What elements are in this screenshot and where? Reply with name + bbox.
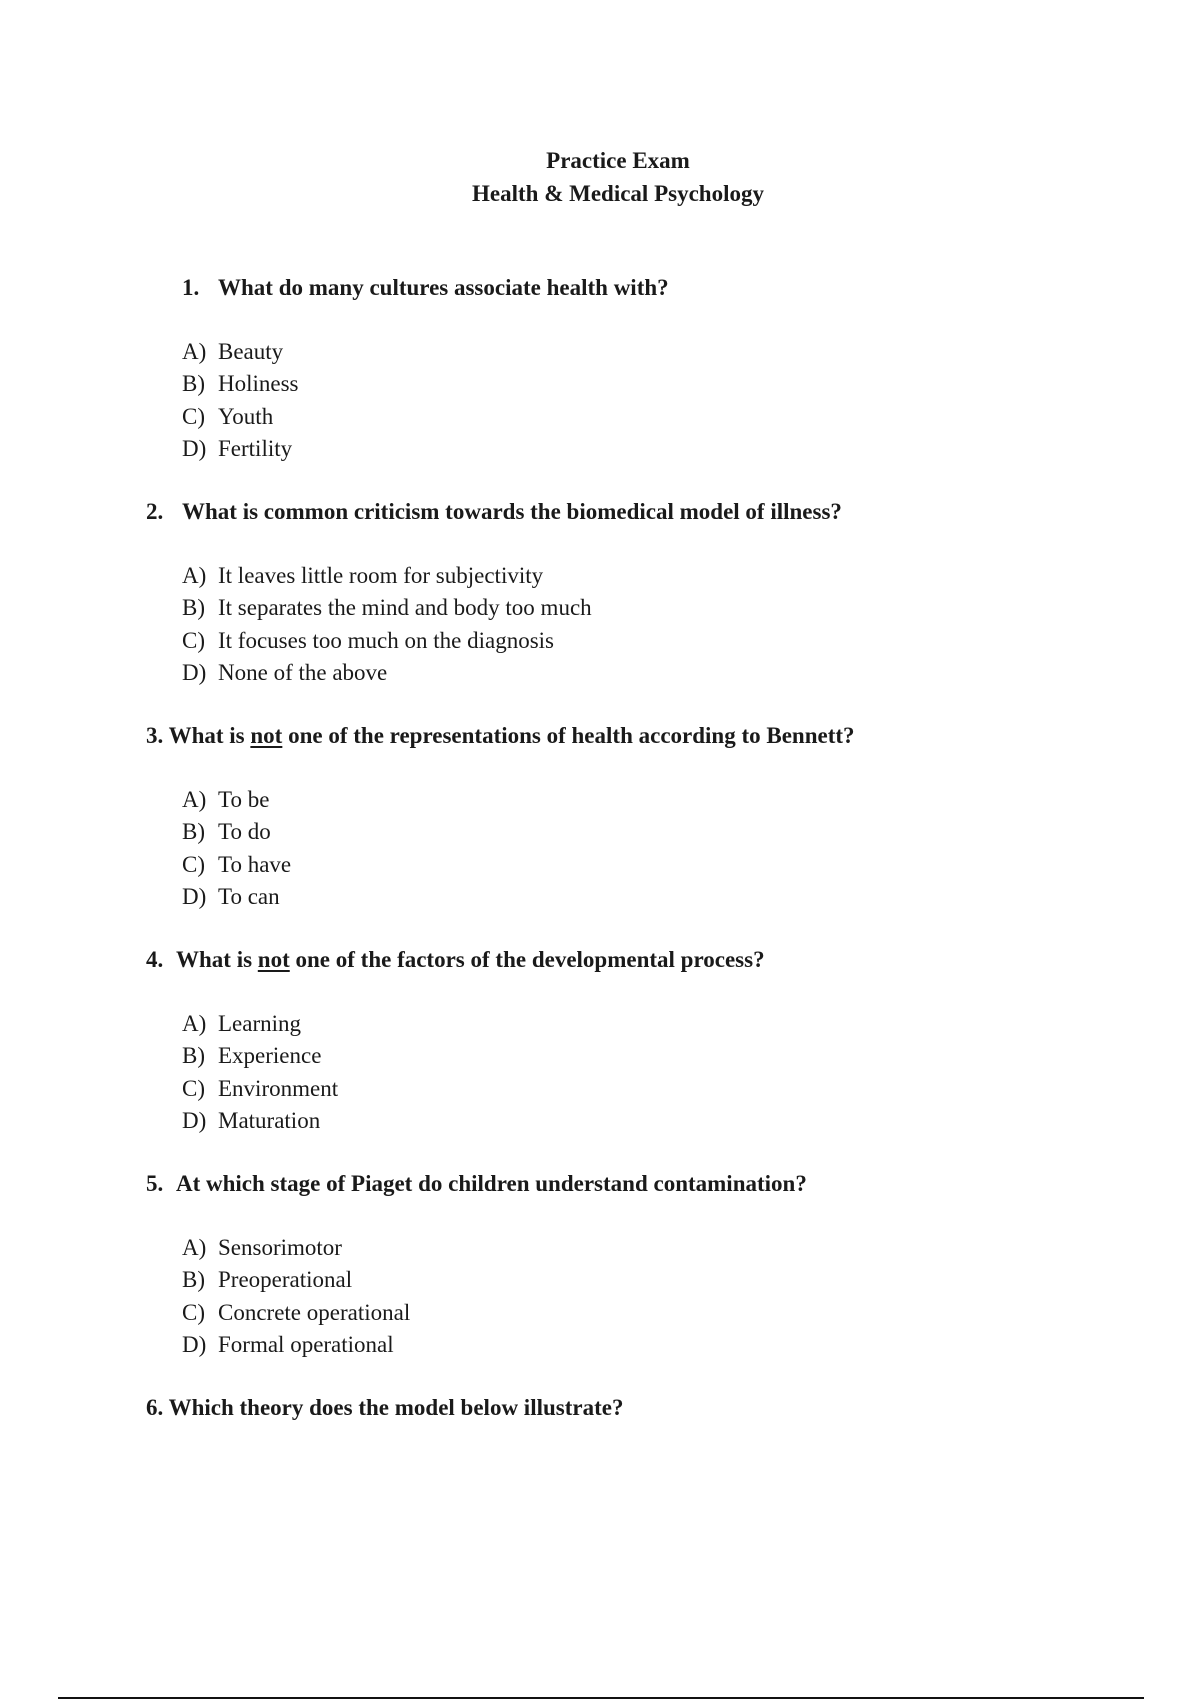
option-letter: B) [182, 1043, 205, 1069]
option-letter: C) [182, 1075, 205, 1101]
option-letter: D) [182, 1331, 207, 1357]
footer-divider [58, 1697, 1144, 1699]
option-letter: B) [182, 595, 205, 621]
option-letter: C) [182, 403, 205, 429]
option-text: To can [218, 883, 280, 909]
option-letter: D) [182, 659, 207, 685]
question-4-title [146, 945, 765, 975]
question-5-options [182, 1232, 410, 1361]
question-2-options [182, 560, 592, 689]
option-text: It focuses too much on the diagnosis [218, 627, 555, 653]
option-letter: C) [182, 1299, 205, 1325]
page-title: Practice Exam [546, 148, 690, 173]
page-subtitle: Health & Medical Psychology [472, 181, 764, 206]
question-number: 6. [146, 1395, 164, 1420]
option-d[interactable] [182, 881, 291, 913]
option-letter: B) [182, 819, 205, 845]
option-letter: D) [182, 1107, 207, 1133]
question-4-options [182, 1008, 338, 1137]
option-text: Sensorimotor [218, 1235, 342, 1260]
option-d[interactable] [182, 1329, 410, 1361]
option-b[interactable] [182, 1040, 338, 1072]
option-b[interactable] [182, 368, 299, 400]
option-letter: A) [182, 1011, 207, 1036]
question-6-title [146, 1393, 623, 1423]
question-5-title [146, 1169, 807, 1199]
option-b[interactable] [182, 592, 592, 624]
option-text: Experience [218, 1043, 322, 1069]
option-d[interactable] [182, 433, 299, 465]
question-number: 5. [146, 1171, 164, 1196]
option-a[interactable] [182, 336, 299, 368]
option-text: To be [218, 787, 270, 812]
option-text: Fertility [218, 435, 293, 461]
question-3-options [182, 784, 291, 913]
option-text: Environment [218, 1075, 339, 1101]
question-2-title [146, 497, 842, 527]
option-text: Formal operational [218, 1331, 394, 1357]
option-a[interactable] [182, 784, 291, 816]
option-c[interactable] [182, 1073, 338, 1105]
question-text-start: What is [176, 947, 253, 972]
option-a[interactable] [182, 560, 592, 592]
question-1-options [182, 336, 299, 465]
question-number: 1. [182, 275, 200, 300]
question-3-title [146, 721, 855, 751]
option-text: Concrete operational [218, 1299, 411, 1325]
option-text: It separates the mind and body too much [218, 595, 592, 621]
option-c[interactable] [182, 1297, 410, 1329]
option-text: Youth [218, 403, 274, 429]
option-letter: A) [182, 1235, 207, 1260]
option-d[interactable] [182, 1105, 338, 1137]
question-number: 2. [146, 499, 164, 524]
question-text-start: What is [168, 723, 245, 748]
question-emphasis: not [257, 947, 290, 972]
option-letter: B) [182, 371, 205, 397]
question-text: What do many cultures associate health with? [218, 275, 669, 300]
option-a[interactable] [182, 1232, 410, 1264]
question-text-end: one of the representations of health according to Bennett? [288, 723, 855, 748]
question-number: 3. [146, 723, 164, 748]
option-b[interactable] [182, 816, 291, 848]
option-d[interactable] [182, 657, 592, 689]
option-letter: A) [182, 339, 207, 364]
question-number: 4. [146, 947, 164, 972]
option-letter: D) [182, 435, 207, 461]
option-text: To have [218, 851, 292, 877]
question-text-end: one of the factors of the developmental process? [295, 947, 765, 972]
question-1-title [182, 273, 669, 303]
option-letter: C) [182, 851, 205, 877]
option-letter: B) [182, 1267, 205, 1293]
option-text: It leaves little room for subjectivity [218, 563, 544, 588]
option-text: Preoperational [218, 1267, 353, 1293]
option-text: Maturation [218, 1107, 321, 1133]
option-letter: D) [182, 883, 207, 909]
option-text: None of the above [218, 659, 388, 685]
question-emphasis: not [250, 723, 283, 748]
option-text: Beauty [218, 339, 284, 364]
question-text: Which theory does the model below illustrate? [168, 1395, 624, 1420]
option-c[interactable] [182, 625, 592, 657]
option-c[interactable] [182, 849, 291, 881]
question-text: What is common criticism towards the biomedical model of illness? [182, 499, 842, 524]
exam-header [0, 144, 1200, 210]
question-text: At which stage of Piaget do children understand contamination? [176, 1171, 807, 1196]
option-text: To do [218, 819, 271, 845]
option-letter: C) [182, 627, 205, 653]
option-a[interactable] [182, 1008, 338, 1040]
option-letter: A) [182, 563, 207, 588]
option-b[interactable] [182, 1264, 410, 1296]
option-text: Holiness [218, 371, 299, 397]
option-c[interactable] [182, 401, 299, 433]
option-text: Learning [218, 1011, 302, 1036]
option-letter: A) [182, 787, 207, 812]
